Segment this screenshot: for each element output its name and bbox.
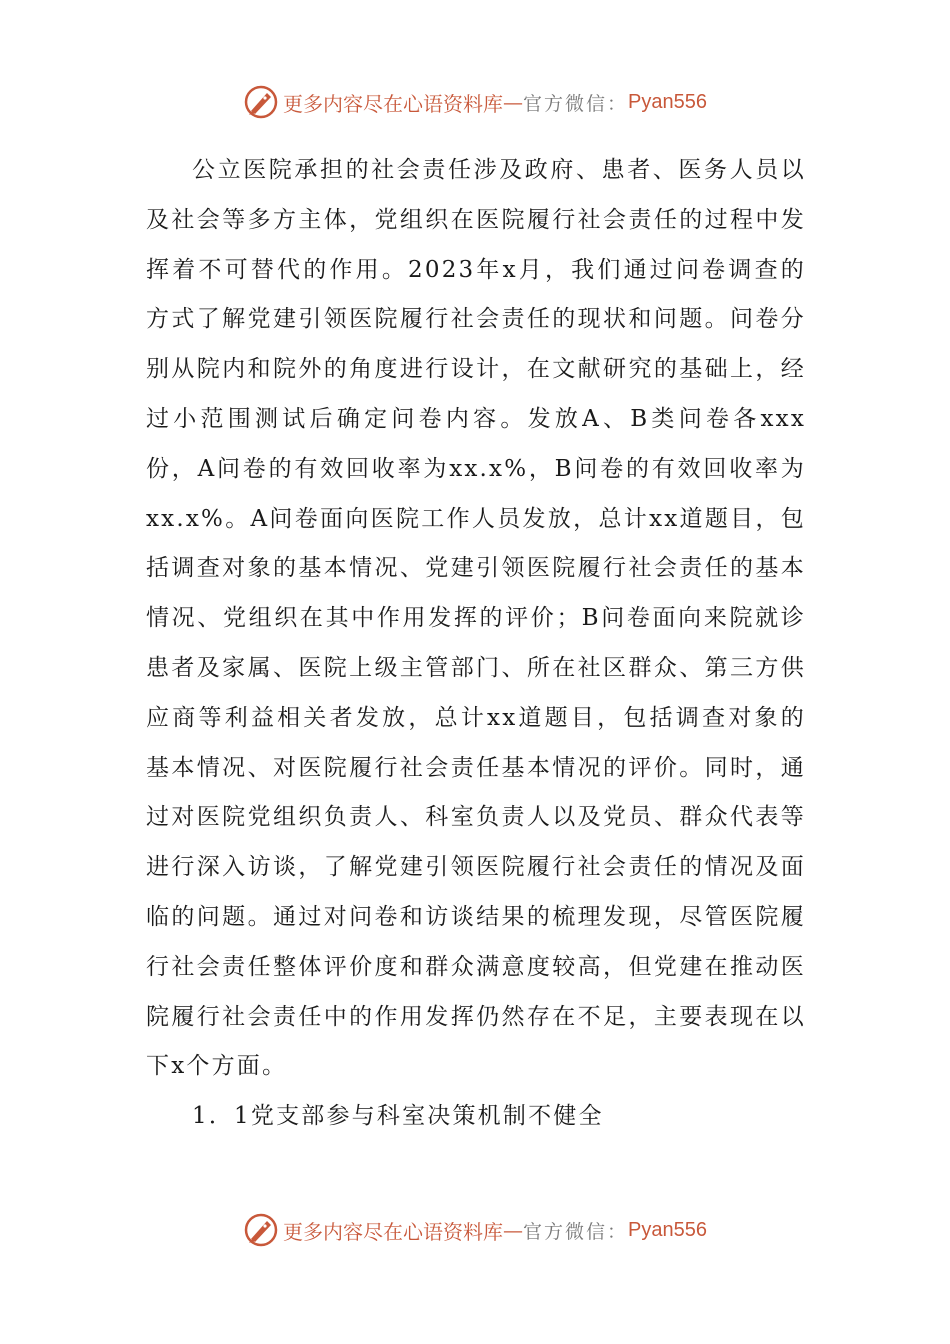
wechat-label: 官方微信：	[523, 1220, 629, 1243]
banner-dash: —	[503, 90, 523, 114]
brand-text: 更多内容尽在心语资料库	[283, 1219, 503, 1244]
header-banner	[0, 82, 950, 122]
wechat-id: Pyan556	[628, 1218, 707, 1241]
document-body	[146, 146, 806, 1142]
footer-banner	[0, 1210, 950, 1250]
section-heading: 1．1党支部参与科室决策机制不健全	[192, 1103, 604, 1130]
brand-text: 更多内容尽在心语资料库	[283, 91, 503, 116]
wechat-label: 官方微信：	[523, 92, 629, 115]
wechat-id: Pyan556	[628, 90, 707, 113]
pen-nib-logo-icon	[243, 1212, 279, 1248]
banner-dash: —	[503, 1218, 523, 1242]
pen-nib-logo-icon	[243, 84, 279, 120]
body-paragraph: 公立医院承担的社会责任涉及政府、患者、医务人员以及社会等多方主体，党组织在医院履行社会责任的过程中发挥着不可替代的作用。2023年x月，我们通过问卷调查的方式了解党建引领医院履行社会责任的现状和问题。问卷分别从院内和院外的角度进行设计，在文献研究的基础上，经过小范围测试后确定问卷内容。发放A、B类问卷各xxx份，A问卷的有效回收率为xx.x%，B问卷的有效回收率为xx.x%。A问卷面向医院工作人员发放，总计xx道题目，包括调查对象的基本情况、党建引领医院履行社会责任的基本情况、党组织在其中作用发挥的评价；B问卷面向来院就诊患者及家属、医院上级主管部门、所在社区群众、第三方供应商等利益相关者发放，总计xx道题目，包括调查对象的基本情况、对医院履行社会责任基本情况的评价。同时，通过对医院党组织负责人、科室负责人以及党员、群众代表等进行深入访谈，了解党建引领医院履行社会责任的情况及面临的问题。通过对问卷和访谈结果的梳理发现，尽管医院履行社会责任整体评价度和群众满意度较高，但党建在推动医院履行社会责任中的作用发挥仍然存在不足，主要表现在以下x个方面。	[146, 157, 806, 1080]
